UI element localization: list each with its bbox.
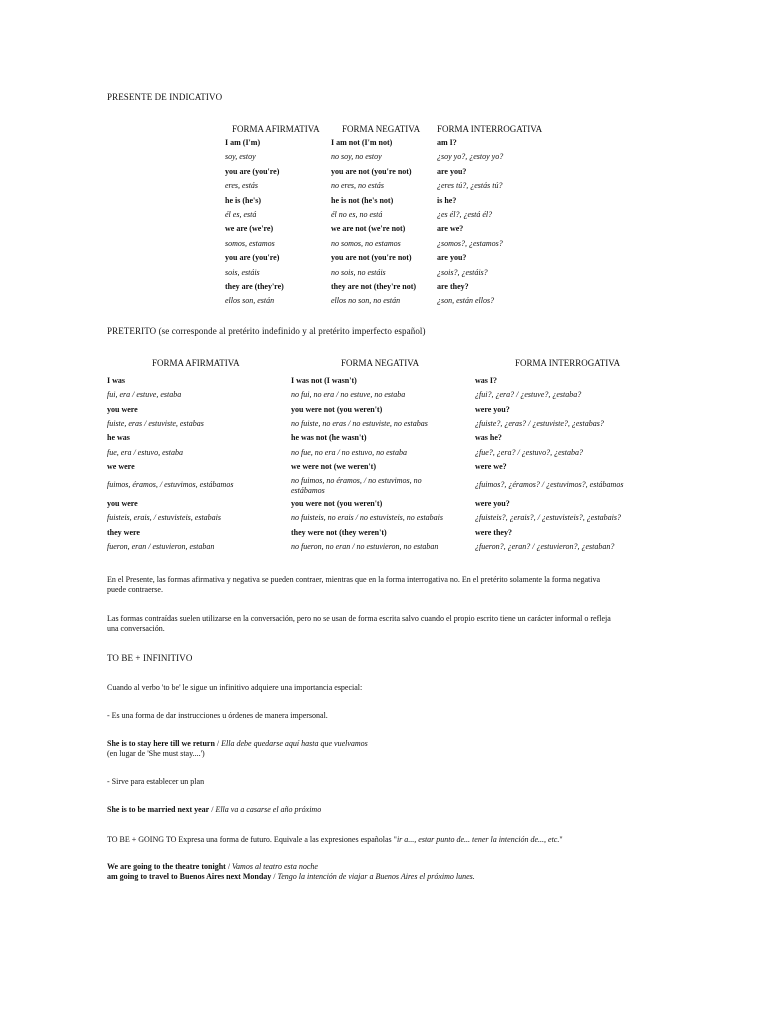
table-cell: he is (he's): [225, 195, 261, 205]
table-cell: ¿es él?, ¿está él?: [437, 210, 493, 219]
table-cell: you are (you're): [225, 253, 280, 263]
presente-col-afirmativa: FORMA AFIRMATIVA: [232, 124, 320, 134]
paragraph-infinitivo-intro: Cuando al verbo 'to be' le sigue un infinitivo adquiere una importancia especial:: [107, 683, 363, 692]
table-cell: was he?: [475, 433, 502, 443]
table-cell: you are not (you're not): [331, 253, 412, 263]
table-cell: they are (they're): [225, 282, 284, 291]
table-cell: are you?: [437, 166, 467, 176]
table-cell: we were not (we weren't): [291, 461, 377, 471]
table-cell: ellos son, están: [225, 296, 275, 306]
paragraph-line: una conversación.: [107, 624, 165, 633]
table-cell: él es, está: [225, 210, 257, 219]
table-cell: no sois, no estáis: [331, 267, 386, 277]
heading-preterito: PRETERITO (se corresponde al pretérito indefinido y al pretérito imperfecto español): [107, 326, 426, 336]
table-cell: were they?: [475, 527, 512, 537]
table-cell: he is not (he's not): [331, 195, 394, 205]
example-separator: /: [209, 805, 216, 814]
paragraph-going-to: [107, 835, 667, 845]
table-cell: are they?: [437, 282, 469, 291]
example-english: We are going to the theatre tonight: [107, 862, 226, 871]
example-english: She is to be married next year: [107, 805, 210, 814]
table-cell: ¿soy yo?, ¿estoy yo?: [437, 152, 504, 162]
table-cell: are you?: [437, 253, 467, 263]
table-cell: fuiste, eras / estuviste, estabas: [107, 418, 204, 428]
example-note: (en lugar de 'She must stay....'): [107, 749, 205, 758]
table-cell: fueron, eran / estuvieron, estaban: [107, 542, 215, 551]
table-cell: no soy, no estoy: [331, 152, 382, 162]
table-cell: ¿somos?, ¿estamos?: [437, 238, 503, 248]
example-english: am going to travel to Buenos Aires next Monday: [107, 872, 272, 881]
table-cell: were you?: [475, 499, 510, 509]
table-cell: we are not (we're not): [331, 224, 406, 234]
table-cell: are we?: [437, 224, 464, 234]
table-cell: sois, estáis: [225, 267, 260, 277]
table-cell: no fuisteis, no erais / no estuvisteis, no estabais: [291, 513, 443, 523]
table-cell: am I?: [437, 138, 457, 147]
paragraph-line: puede contraerse.: [107, 585, 163, 594]
paragraph-line: Las formas contraídas suelen utilizarse en la conversación, pero no se usan de forma escrita salvo cuando el propio escrito tiene un carácter informal o refleja: [107, 614, 611, 623]
table-cell: was I?: [475, 376, 498, 385]
table-cell: they are not (they're not): [331, 282, 417, 291]
table-cell: they were not (they weren't): [291, 527, 387, 537]
table-cell: no fuiste, no eras / no estuviste, no estabas: [291, 418, 428, 428]
table-cell: ¿eres tú?, ¿estás tú?: [437, 181, 503, 191]
example-spanish: Tengo la intención de viajar a Buenos Aires el próximo lunes.: [277, 872, 475, 881]
table-cell: you were not (you weren't): [291, 499, 383, 509]
table-cell: fuimos, éramos, / estuvimos, estábamos: [107, 480, 234, 490]
table-cell: he was not (he wasn't): [291, 433, 367, 443]
going-to-italic: ir a..., estar punto de... tener la intención de..., etc.: [396, 835, 560, 844]
table-cell: ¿sois?, ¿estáis?: [437, 267, 488, 277]
example-married: [107, 805, 667, 815]
table-cell: I am (I'm): [225, 138, 261, 147]
table-cell: no somos, no estamos: [331, 238, 401, 248]
example-english: She is to stay here till we return: [107, 739, 215, 748]
table-cell: fui, era / estuve, estaba: [107, 390, 182, 400]
paragraph-formas-contraidas: [107, 614, 667, 634]
example-separator: /: [225, 862, 233, 871]
table-cell: he was: [107, 433, 130, 443]
example-going-to: [107, 862, 667, 882]
table-cell: ¿son, están ellos?: [437, 296, 495, 306]
heading-to-be-infinitivo: TO BE + INFINITIVO: [107, 653, 193, 663]
table-cell: fuisteis, erais, / estuvisteis, estabais: [107, 513, 221, 523]
example-stay-here: [107, 739, 667, 759]
table-cell: I was not (I wasn't): [291, 376, 357, 385]
going-to-text: Expresa una forma de futuro. Equivale a las expresiones españolas ": [176, 835, 397, 844]
table-cell: no fuimos, no éramos, / no estuvimos, no estábamos: [291, 476, 422, 496]
table-cell: no eres, no estás: [331, 181, 385, 191]
example-spanish: Vamos al teatro esta noche: [232, 862, 318, 871]
table-cell: ¿fuiste?, ¿eras? / ¿estuviste?, ¿estabas?: [475, 418, 604, 428]
example-spanish: Ella va a casarse el año próximo: [215, 805, 322, 814]
table-cell: we are (we're): [225, 224, 274, 234]
table-cell: ¿fui?, ¿era? / ¿estuve?, ¿estaba?: [475, 390, 582, 400]
table-cell: ¿fuisteis?, ¿erais?, / ¿estuvisteis?, ¿estabais?: [475, 513, 621, 523]
paragraph-line: En el Presente, las formas afirmativa y negativa se pueden contraer, mientras que en la forma interrogativa no. En el pretérito solamente la forma negativa: [107, 575, 601, 584]
table-cell: no fue, no era / no estuvo, no estaba: [291, 447, 407, 457]
table-cell: no fui, no era / no estuve, no estaba: [291, 390, 406, 400]
preterito-col-interrogativa: FORMA INTERROGATIVA: [515, 358, 621, 368]
table-cell: ¿fueron?, ¿eran? / ¿estuvieron?, ¿estaban?: [475, 542, 615, 551]
table-cell: were you?: [475, 404, 510, 414]
table-cell: soy, estoy: [225, 152, 256, 162]
table-cell: you are not (you're not): [331, 166, 412, 176]
table-cell: you were not (you weren't): [291, 404, 383, 414]
heading-presente: PRESENTE DE INDICATIVO: [107, 92, 223, 102]
example-separator: /: [271, 872, 278, 881]
table-cell: ellos no son, no están: [331, 296, 401, 306]
paragraph-contracciones: [107, 575, 667, 595]
example-spanish: Ella debe quedarse aquí hasta que vuelvamos: [221, 739, 368, 748]
presente-col-negativa: FORMA NEGATIVA: [342, 124, 421, 134]
table-cell: no fueron, no eran / no estuvieron, no estaban: [291, 542, 439, 551]
table-cell: él no es, no está: [331, 210, 383, 219]
table-cell: I was: [107, 376, 126, 385]
example-separator: /: [214, 739, 222, 748]
going-to-label: TO BE + GOING TO: [107, 835, 177, 844]
preterito-col-afirmativa: FORMA AFIRMATIVA: [152, 358, 240, 368]
table-cell: somos, estamos: [225, 238, 275, 248]
table-cell: fue, era / estuvo, estaba: [107, 447, 183, 457]
going-to-end: ": [559, 835, 563, 844]
table-cell: eres, estás: [225, 181, 259, 191]
presente-col-interrogativa: FORMA INTERROGATIVA: [437, 124, 543, 134]
table-cell: I am not (I'm not): [331, 138, 393, 147]
table-cell: is he?: [437, 195, 457, 205]
table-cell: you were: [107, 404, 138, 414]
table-cell: ¿fue?, ¿era? / ¿estuvo?, ¿estaba?: [475, 447, 583, 457]
table-cell: you were: [107, 499, 138, 509]
table-cell: we were: [107, 461, 135, 471]
table-cell: were we?: [475, 461, 507, 471]
table-cell: ¿fuimos?, ¿éramos? / ¿estuvimos?, estábamos: [475, 480, 624, 490]
table-cell: you are (you're): [225, 166, 280, 176]
table-cell: they were: [107, 527, 140, 537]
paragraph-plan: - Sirve para establecer un plan: [107, 777, 205, 786]
paragraph-instrucciones: - Es una forma de dar instrucciones u órdenes de manera impersonal.: [107, 711, 328, 720]
preterito-col-negativa: FORMA NEGATIVA: [341, 358, 420, 368]
